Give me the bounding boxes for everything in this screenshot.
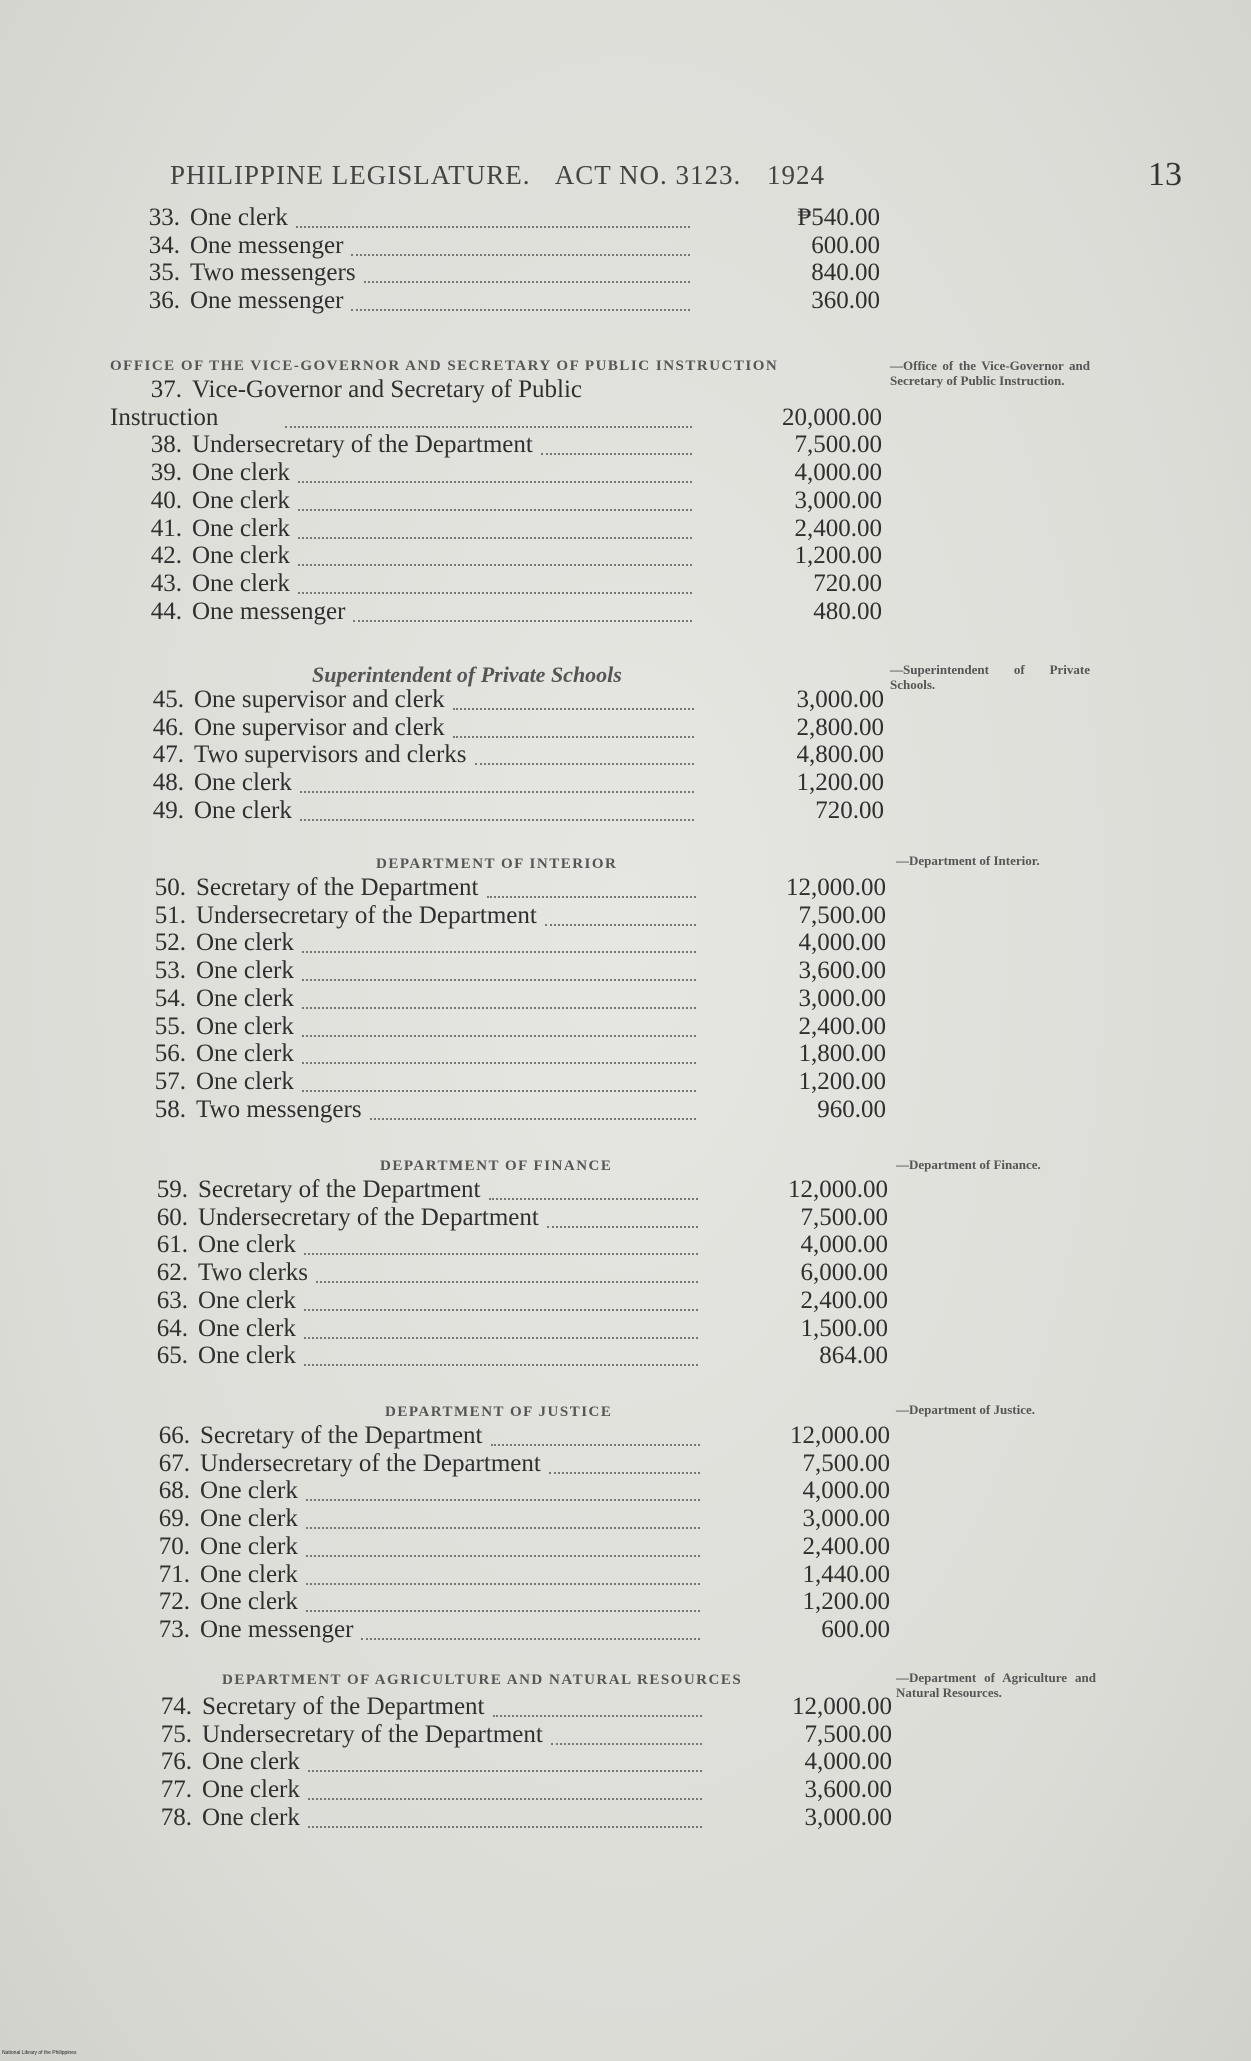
leader-dots — [364, 279, 690, 283]
table-row — [0, 1616, 1251, 1644]
item-number: 58. — [154, 1095, 186, 1123]
leader-dots — [316, 1279, 698, 1283]
leader-dots — [489, 1196, 698, 1200]
leader-dots — [302, 1033, 696, 1037]
leader-dots — [487, 894, 696, 898]
item-amount: 360.00 — [811, 287, 880, 315]
leader-dots — [300, 789, 694, 793]
table-row — [0, 929, 1251, 957]
item-amount: 12,000.00 — [786, 874, 886, 901]
table-row — [0, 1477, 1251, 1505]
leader-dots — [475, 761, 695, 765]
item-number: 48. — [152, 769, 184, 797]
item-amount: 12,000.00 — [792, 1693, 892, 1720]
item-number: 73. — [158, 1615, 190, 1643]
table-row — [0, 259, 1251, 287]
table-row-continuation — [0, 404, 1251, 432]
item-number: 54. — [154, 984, 186, 1012]
item-amount: 2,800.00 — [796, 713, 884, 741]
table-row — [0, 1204, 1251, 1232]
header-year: 1924 — [767, 160, 826, 190]
table-row — [0, 598, 1251, 626]
leader-dots — [304, 1362, 698, 1366]
table-row — [0, 204, 1251, 232]
table-row — [0, 1776, 1251, 1804]
item-amount: 20,000.00 — [782, 403, 882, 431]
table-row — [0, 1096, 1251, 1124]
item-description: One clerk — [198, 1342, 296, 1370]
leader-dots — [453, 734, 694, 738]
item-description: One clerk — [192, 569, 290, 597]
item-description: One clerk — [196, 957, 294, 985]
item-description: One clerk — [192, 486, 290, 514]
running-header — [170, 160, 843, 191]
item-amount: 960.00 — [817, 1095, 886, 1123]
item-description: One clerk — [198, 1314, 296, 1342]
item-number: 41. — [150, 514, 182, 542]
leader-dots — [491, 1442, 700, 1446]
leader-dots — [298, 590, 692, 594]
item-number: 78. — [160, 1803, 192, 1831]
item-amount: 720.00 — [813, 569, 882, 597]
leader-dots — [298, 562, 692, 566]
item-number: 57. — [154, 1067, 186, 1095]
margin-note: —Department of Justice. — [896, 1402, 1035, 1417]
item-number: 38. — [150, 431, 182, 459]
item-description: One clerk — [200, 1505, 298, 1533]
leader-dots — [306, 1553, 700, 1557]
item-number: 40. — [150, 486, 182, 514]
item-description: Secretary of the Department — [198, 1176, 481, 1203]
item-number: 46. — [152, 713, 184, 741]
table-row — [0, 1013, 1251, 1041]
leader-dots — [549, 1470, 700, 1474]
item-amount: 3,000.00 — [802, 1505, 890, 1533]
leader-dots — [351, 252, 690, 256]
table-row — [0, 714, 1251, 742]
page-number: 13 — [1148, 156, 1182, 193]
item-description: Two messengers — [190, 259, 356, 287]
table-row — [0, 1342, 1251, 1370]
item-amount: 4,000.00 — [800, 1231, 888, 1259]
leader-dots — [453, 706, 694, 710]
item-description-continued: Instruction — [110, 403, 219, 431]
item-number: 75. — [160, 1720, 192, 1748]
table-row — [0, 1533, 1251, 1561]
item-number: 45. — [152, 686, 184, 713]
item-amount: 4,000.00 — [798, 929, 886, 957]
table-row — [0, 1287, 1251, 1315]
item-amount: 600.00 — [821, 1615, 890, 1643]
table-row — [0, 459, 1251, 487]
item-description: One messenger — [192, 597, 346, 625]
item-amount: 7,500.00 — [800, 1203, 888, 1231]
section-heading: DEPARTMENT OF JUSTICE — [385, 1404, 613, 1420]
leader-dots — [302, 1005, 696, 1009]
leader-dots — [547, 1224, 698, 1228]
table-row — [0, 1588, 1251, 1616]
item-number: 55. — [154, 1012, 186, 1040]
item-description: One clerk — [200, 1560, 298, 1588]
table-row — [0, 1068, 1251, 1096]
item-description: Secretary of the Department — [200, 1422, 483, 1449]
section-heading: OFFICE OF THE VICE-GOVERNOR AND SECRETARY OF PUBLIC INSTRUCTION — [110, 358, 779, 374]
item-number: 44. — [150, 597, 182, 625]
item-number: 62. — [156, 1259, 188, 1287]
item-amount: 3,600.00 — [804, 1776, 892, 1804]
item-number: 61. — [156, 1231, 188, 1259]
item-number: 34. — [148, 231, 180, 259]
item-amount: 12,000.00 — [788, 1176, 888, 1203]
table-row — [0, 985, 1251, 1013]
item-amount: 600.00 — [811, 231, 880, 259]
item-amount: 3,000.00 — [796, 686, 884, 713]
item-description: One clerk — [194, 769, 292, 797]
item-amount: 7,500.00 — [798, 901, 886, 929]
leader-dots — [304, 1307, 698, 1311]
margin-note: —Department of Agriculture and Natural Resources. — [896, 1670, 1096, 1700]
table-row — [0, 376, 1251, 404]
table-row — [0, 1561, 1251, 1589]
item-number: 43. — [150, 569, 182, 597]
item-amount: 4,000.00 — [804, 1748, 892, 1776]
item-description: One clerk — [198, 1286, 296, 1314]
item-amount: 480.00 — [813, 597, 882, 625]
item-amount: 1,200.00 — [802, 1588, 890, 1616]
item-description: Undersecretary of the Department — [196, 901, 537, 929]
item-description: One clerk — [192, 459, 290, 487]
leader-dots — [308, 1796, 702, 1800]
item-description: Two messengers — [196, 1095, 362, 1123]
item-description: Secretary of the Department — [202, 1693, 485, 1720]
table-row — [0, 1693, 1251, 1721]
table-row — [0, 1721, 1251, 1749]
leader-dots — [296, 224, 690, 228]
item-description: Secretary of the Department — [196, 874, 479, 901]
item-number: 49. — [152, 796, 184, 824]
item-amount: 7,500.00 — [802, 1449, 890, 1477]
table-row — [0, 1748, 1251, 1776]
leader-dots — [302, 1060, 696, 1064]
table-row — [0, 874, 1251, 902]
item-number: 36. — [148, 287, 180, 315]
leader-dots — [351, 307, 690, 311]
item-description: One clerk — [196, 929, 294, 957]
leader-dots — [302, 1088, 696, 1092]
item-number: 39. — [150, 459, 182, 487]
table-row — [0, 902, 1251, 930]
item-number: 60. — [156, 1203, 188, 1231]
item-amount: 1,200.00 — [796, 769, 884, 797]
leader-dots — [298, 479, 692, 483]
table-row — [0, 232, 1251, 260]
item-amount: 1,800.00 — [798, 1040, 886, 1068]
section-heading: DEPARTMENT OF FINANCE — [380, 1158, 613, 1174]
item-amount: 3,600.00 — [798, 957, 886, 985]
table-row — [0, 287, 1251, 315]
item-number: 37. — [150, 376, 182, 403]
leader-dots — [370, 1116, 696, 1120]
item-number: 74. — [160, 1693, 192, 1720]
item-description: One clerk — [200, 1532, 298, 1560]
table-row — [0, 1259, 1251, 1287]
item-number: 50. — [154, 874, 186, 901]
item-description: One messenger — [200, 1615, 354, 1643]
leader-dots — [541, 451, 692, 455]
item-amount: 1,200.00 — [794, 542, 882, 570]
item-amount: 2,400.00 — [798, 1012, 886, 1040]
item-description: One clerk — [196, 984, 294, 1012]
item-description: One clerk — [194, 796, 292, 824]
table-row — [0, 1231, 1251, 1259]
leader-dots — [304, 1251, 698, 1255]
table-row — [0, 1450, 1251, 1478]
item-amount: 4,800.00 — [796, 741, 884, 769]
item-number: 53. — [154, 957, 186, 985]
margin-note: —Department of Interior. — [896, 853, 1040, 868]
item-description: One clerk — [198, 1231, 296, 1259]
item-number: 47. — [152, 741, 184, 769]
footer-watermark: National Library of the Philippines — [2, 2050, 77, 2056]
leader-dots — [302, 977, 696, 981]
item-description: One clerk — [192, 542, 290, 570]
table-row — [0, 797, 1251, 825]
item-description: One clerk — [202, 1776, 300, 1804]
table-row — [0, 957, 1251, 985]
leader-dots — [551, 1741, 702, 1745]
item-description: One clerk — [202, 1803, 300, 1831]
item-description: One clerk — [192, 514, 290, 542]
section-heading: DEPARTMENT OF AGRICULTURE AND NATURAL RESOURCES — [222, 1672, 743, 1688]
item-description: One clerk — [196, 1067, 294, 1095]
item-amount: 2,400.00 — [794, 514, 882, 542]
item-number: 63. — [156, 1286, 188, 1314]
item-amount: 3,000.00 — [798, 984, 886, 1012]
item-description: Vice-Governor and Secretary of Public — [192, 376, 583, 403]
header-title-1: PHILIPPINE LEGISLATURE. — [170, 160, 531, 190]
item-description: One messenger — [190, 231, 344, 259]
item-amount: 12,000.00 — [790, 1422, 890, 1449]
leader-dots — [308, 1768, 702, 1772]
table-row — [0, 570, 1251, 598]
table-row — [0, 1040, 1251, 1068]
item-number: 51. — [154, 901, 186, 929]
leader-dots — [545, 922, 696, 926]
margin-note: —Superintendent of Private Schools. — [890, 662, 1090, 692]
item-description: One clerk — [200, 1477, 298, 1505]
item-description: One clerk — [200, 1588, 298, 1616]
table-row — [0, 487, 1251, 515]
header-title-2: ACT NO. 3123. — [554, 160, 742, 190]
leader-dots — [300, 817, 694, 821]
item-number: 77. — [160, 1776, 192, 1804]
margin-note: —Office of the Vice-Governor and Secretary of Public Instruction. — [890, 358, 1090, 388]
item-number: 59. — [156, 1176, 188, 1203]
table-row — [0, 769, 1251, 797]
item-number: 42. — [150, 542, 182, 570]
table-row — [0, 1422, 1251, 1450]
item-number: 33. — [148, 204, 180, 231]
item-description: One supervisor and clerk — [194, 713, 445, 741]
item-description: Undersecretary of the Department — [202, 1720, 543, 1748]
item-amount: 4,000.00 — [794, 459, 882, 487]
item-amount: 2,400.00 — [802, 1532, 890, 1560]
leader-dots — [306, 1497, 700, 1501]
item-amount: 1,440.00 — [802, 1560, 890, 1588]
table-row — [0, 1176, 1251, 1204]
item-amount: 3,000.00 — [794, 486, 882, 514]
item-amount: 2,400.00 — [800, 1286, 888, 1314]
item-description: One clerk — [202, 1748, 300, 1776]
item-amount: 1,200.00 — [798, 1067, 886, 1095]
item-description: One supervisor and clerk — [194, 686, 445, 713]
item-description: One messenger — [190, 287, 344, 315]
item-number: 69. — [158, 1505, 190, 1533]
table-row — [0, 741, 1251, 769]
item-number: 70. — [158, 1532, 190, 1560]
leader-dots — [306, 1581, 700, 1585]
section-heading: DEPARTMENT OF INTERIOR — [376, 856, 618, 872]
leader-dots — [493, 1713, 702, 1717]
table-row — [0, 1505, 1251, 1533]
item-description: Undersecretary of the Department — [198, 1203, 539, 1231]
item-description: Undersecretary of the Department — [200, 1449, 541, 1477]
item-number: 68. — [158, 1477, 190, 1505]
item-amount: 6,000.00 — [800, 1259, 888, 1287]
item-description: Two clerks — [198, 1259, 309, 1287]
leader-dots — [302, 949, 696, 953]
table-row — [0, 686, 1251, 714]
item-amount: 3,000.00 — [804, 1803, 892, 1831]
table-row — [0, 542, 1251, 570]
item-description: One clerk — [196, 1012, 294, 1040]
section-heading: Superintendent of Private Schools — [312, 662, 622, 687]
leader-dots — [306, 1608, 700, 1612]
margin-note: —Department of Finance. — [896, 1157, 1041, 1172]
leader-dots — [298, 507, 692, 511]
item-amount: 864.00 — [819, 1342, 888, 1370]
item-number: 66. — [158, 1422, 190, 1449]
item-number: 52. — [154, 929, 186, 957]
item-amount: 4,000.00 — [802, 1477, 890, 1505]
item-number: 35. — [148, 259, 180, 287]
item-amount: ₱540.00 — [797, 204, 880, 231]
item-amount: 7,500.00 — [794, 431, 882, 459]
leader-dots — [298, 535, 692, 539]
item-description: Two supervisors and clerks — [194, 741, 467, 769]
item-amount: 7,500.00 — [804, 1720, 892, 1748]
item-amount: 720.00 — [815, 796, 884, 824]
leader-dots — [306, 1525, 700, 1529]
table-row — [0, 1315, 1251, 1343]
item-amount: 1,500.00 — [800, 1314, 888, 1342]
table-row — [0, 431, 1251, 459]
item-number: 71. — [158, 1560, 190, 1588]
item-number: 56. — [154, 1040, 186, 1068]
leader-dots — [285, 424, 692, 428]
item-description: One clerk — [196, 1040, 294, 1068]
item-number: 65. — [156, 1342, 188, 1370]
leader-dots — [304, 1335, 698, 1339]
leader-dots — [361, 1636, 700, 1640]
item-number: 76. — [160, 1748, 192, 1776]
item-description: Undersecretary of the Department — [192, 431, 533, 459]
table-row — [0, 515, 1251, 543]
leader-dots — [353, 618, 692, 622]
item-number: 72. — [158, 1588, 190, 1616]
item-number: 67. — [158, 1449, 190, 1477]
leader-dots — [308, 1824, 702, 1828]
item-number: 64. — [156, 1314, 188, 1342]
table-row — [0, 1804, 1251, 1832]
item-amount: 840.00 — [811, 259, 880, 287]
item-description: One clerk — [190, 204, 288, 231]
